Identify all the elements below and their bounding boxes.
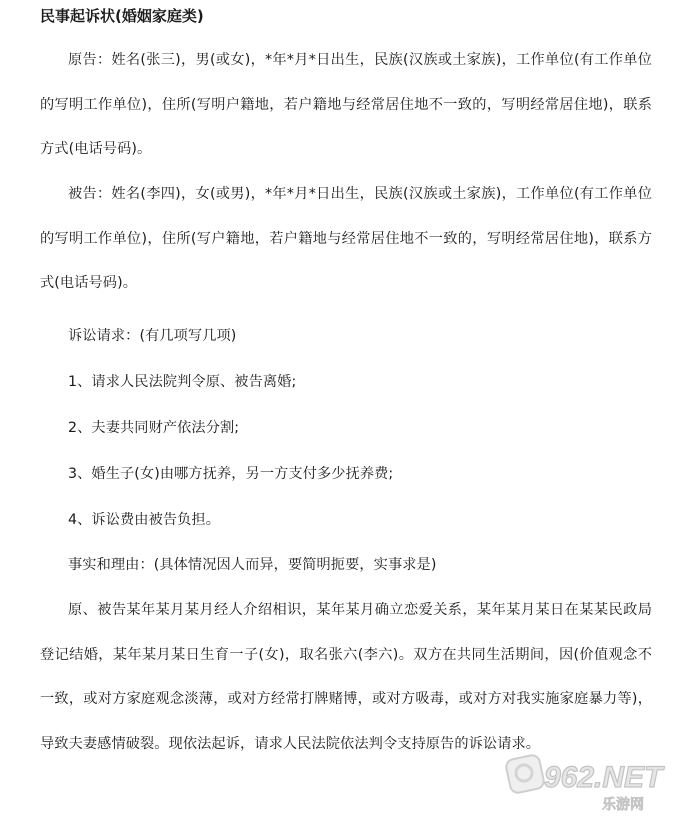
watermark-icon	[505, 754, 545, 794]
claim-item-1: 1、请求人民法院判令原、被告离婚;	[68, 374, 297, 390]
claims-heading: 诉讼请求：(有几项写几项)	[68, 328, 237, 344]
claim-item-2: 2、夫妻共同财产依法分割;	[68, 420, 240, 436]
watermark-site-text: 乐游网	[602, 797, 644, 813]
facts-heading: 事实和理由：(具体情况因人而异，要简明扼要，实事求是)	[68, 557, 437, 573]
facts-paragraph: 原、被告某年某月某月经人介绍相识，某年某月确立恋爱关系，某年某月某日在某某民政局登记结婚，某年某月某日生育一子(女)，取名张六(李六)。双方在共同生活期间，因(价值观念不一致，或对方家庭观念淡薄，或对方经常打牌赌博，或对方吸毒，或对方对我实施家庭暴力等)，导致夫妻感情破裂。现依法起诉，请求人民法院依法判令支持原告的诉讼请求。	[40, 602, 652, 752]
watermark-logo-text: 962.NET	[544, 761, 663, 794]
watermark-logo	[502, 747, 672, 817]
document-title: 民事起诉状(婚姻家庭类)	[40, 7, 204, 25]
claim-item-4: 4、诉讼费由被告负担。	[68, 512, 221, 528]
claim-item-3: 3、婚生子(女)由哪方抚养，另一方支付多少抚养费;	[68, 466, 394, 482]
defendant-paragraph: 被告：姓名(李四)，女(或男)，*年*月*日出生，民族(汉族或土家族)，工作单位(有工作单位的写明工作单位)，住所(写户籍地，若户籍地与经常居住地不一致的，写明经常居住地)，联系方式(电话号码)。	[40, 186, 652, 291]
plaintiff-paragraph: 原告：姓名(张三)，男(或女)，*年*月*日出生，民族(汉族或土家族)，工作单位(有工作单位的写明工作单位)，住所(写明户籍地，若户籍地与经常居住地不一致的，写明经常居住地)，联系方式(电话号码)。	[40, 52, 652, 157]
